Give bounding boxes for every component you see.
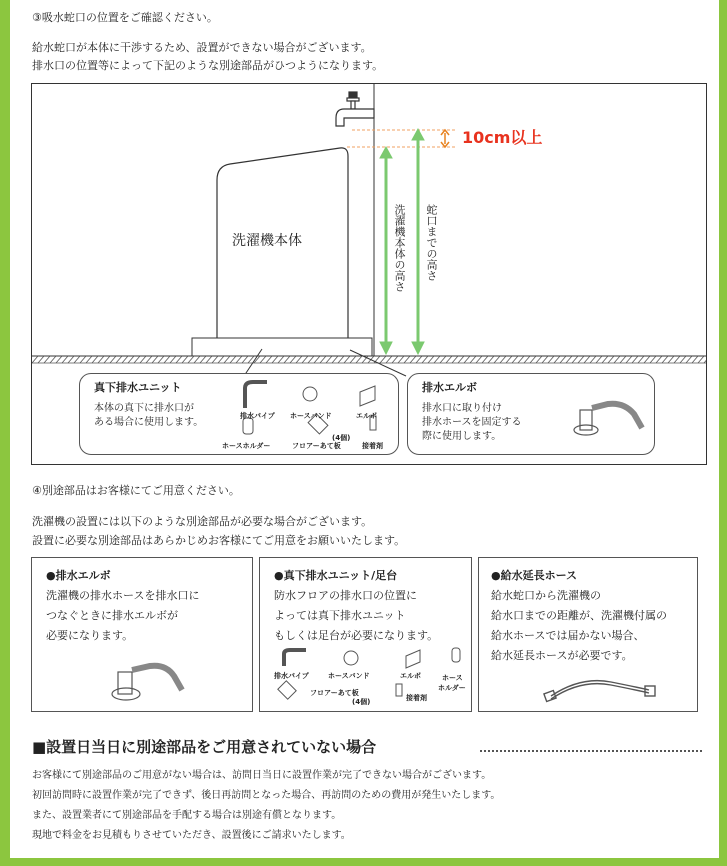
box-hose-l4: 給水延長ホースが必要です。	[491, 649, 633, 662]
notice-heading: ■設置日当日に別途部品をご用意されていない場合	[32, 738, 377, 756]
box-drain-elbow	[31, 557, 253, 712]
part-label-adhesive: 接着剤	[362, 442, 383, 450]
height-note-label: 10cm以上	[462, 128, 543, 147]
box-part-hose-band: ホースバンド	[328, 672, 370, 680]
faucet-height-label: 蛇口までの高さ	[425, 204, 438, 281]
installation-diagram	[31, 83, 707, 465]
section3-line1: 給水蛇口が本体に干渉するため、設置ができない場合がございます。	[32, 41, 372, 54]
notice-heading-row	[32, 737, 702, 759]
box-unit-title: ●真下排水ユニット/足台	[274, 569, 398, 582]
drain-elbow-desc1: 排水口に取り付け	[422, 403, 502, 414]
elbow-icon	[406, 650, 420, 668]
box-part-hose-holder-1: ホース	[442, 674, 463, 682]
faucet-icon	[336, 92, 374, 126]
drain-unit-title: 真下排水ユニット	[94, 381, 182, 394]
drain-elbow-desc2: 排水ホースを固定する	[422, 417, 522, 428]
box-part-floor-plate: フロアーあて板	[310, 689, 359, 697]
page-content	[10, 0, 719, 858]
supply-hose-icon	[541, 668, 661, 708]
box-part-drain-pipe: 排水パイプ	[274, 672, 309, 680]
drain-pipe-icon	[245, 382, 267, 408]
notice-p4: 現地で料金をお見積もりさせていただき、設置後にご請求いたします。	[32, 830, 351, 841]
box-elbow-l2: つなぐときに排水エルボが	[46, 609, 178, 622]
part-label-elbow: エルボ	[356, 412, 377, 420]
heading-dotted-rule	[480, 750, 702, 752]
body-height-label: 洗濯機本体の高さ	[393, 204, 406, 292]
drain-unit-desc1: 本体の真下に排水口が	[94, 403, 194, 414]
box-hose-l3: 給水ホースでは届かない場合、	[491, 629, 645, 642]
box-part-hose-holder-2: ホルダー	[438, 684, 466, 692]
box-elbow-l3: 必要になります。	[46, 629, 134, 642]
drain-elbow-panel	[407, 373, 655, 455]
hose-holder-icon	[243, 418, 253, 434]
part-label-hose-band: ホースバンド	[290, 412, 332, 420]
drain-elbow-illustration	[568, 384, 648, 444]
box-elbow-title: ●排水エルボ	[46, 569, 111, 582]
box-hose-title: ●給水延長ホース	[491, 569, 578, 582]
drain-unit-panel	[79, 373, 399, 455]
box-hose-l2: 給水口までの距離が、洗濯機付属の	[491, 609, 667, 622]
hose-band-icon	[303, 387, 317, 401]
part-label-hose-holder: ホースホルダー	[222, 442, 271, 450]
notice-p1: お客様にて別途部品のご用意がない場合は、訪問日当日に設置作業が完了できない場合がございます。	[32, 770, 492, 781]
box-hose-l1: 給水蛇口から洗濯機の	[491, 589, 601, 602]
part-label-floor-plate-count: (4個)	[332, 434, 351, 442]
adhesive-icon	[396, 684, 402, 696]
part-label-floor-plate: フロアーあて板	[292, 442, 341, 450]
washer-body-label: 洗濯機本体	[232, 233, 302, 249]
section4-title: ④別途部品はお客様にてご用意ください。	[32, 484, 240, 497]
box-part-elbow: エルボ	[400, 672, 421, 680]
box-unit-l1: 防水フロアの排水口の位置に	[274, 589, 417, 602]
hose-holder-icon	[452, 648, 460, 662]
floor-plate-icon	[278, 681, 296, 699]
box-part-adhesive: 接着剤	[406, 694, 427, 702]
drain-unit-parts-icons	[225, 376, 395, 446]
box-drain-unit	[259, 557, 472, 712]
box-supply-hose	[478, 557, 698, 712]
hose-band-icon	[344, 651, 358, 665]
drain-pipe-icon	[284, 650, 306, 666]
part-label-drain-pipe: 排水パイプ	[240, 412, 275, 420]
box-elbow-illustration	[102, 648, 192, 708]
box-part-floor-plate-count: (4個)	[352, 698, 371, 706]
notice-p2: 初回訪問時に設置作業が完了できず、後日再訪問となった場合、再訪問のための費用が発生いたします。	[32, 790, 501, 801]
drain-elbow-title: 排水エルボ	[422, 381, 477, 394]
box-unit-l3: もしくは足台が必要になります。	[274, 629, 439, 642]
elbow-icon	[360, 386, 375, 406]
drain-elbow-desc3: 際に使用します。	[422, 431, 502, 442]
drain-hose-icon	[132, 666, 182, 690]
drain-hose-icon	[592, 404, 642, 428]
section4-line2: 設置に必要な別途部品はあらかじめお客様にてご用意をお願いいたします。	[32, 534, 406, 547]
drain-unit-desc2: ある場合に使用します。	[94, 417, 204, 428]
box-elbow-l1: 洗濯機の排水ホースを排水口に	[46, 589, 200, 602]
notice-p3: また、設置業者にて別途部品を手配する場合は別途有償となります。	[32, 810, 342, 821]
section4-line1: 洗濯機の設置には以下のような別途部品が必要な場合がございます。	[32, 515, 373, 528]
section3-line2: 排水口の位置等によって下記のような別途部品がひつようになります。	[32, 59, 384, 72]
box-unit-l2: よっては真下排水ユニット	[274, 609, 406, 622]
section3-title: ③吸水蛇口の位置をご確認ください。	[32, 11, 218, 24]
